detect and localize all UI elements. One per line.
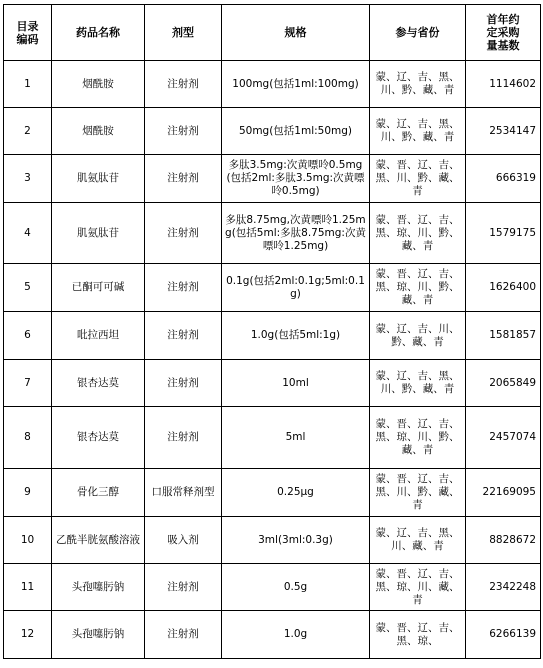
row-dosage-form: 注射剂 [145,61,222,108]
row-dosage-form: 吸入剂 [145,517,222,564]
row-quantity: 2065849 [466,360,541,407]
row-code: 11 [4,564,52,611]
row-dosage-form: 注射剂 [145,264,222,312]
row-dosage-form: 注射剂 [145,155,222,203]
row-code: 12 [4,611,52,659]
row-dosage-form: 注射剂 [145,203,222,264]
row-quantity: 1626400 [466,264,541,312]
row-drug-name: 头孢噻肟钠 [52,611,145,659]
row-drug-name: 银杏达莫 [52,360,145,407]
header-provinces: 参与省份 [370,5,466,61]
row-specification: 0.25μg [222,469,370,517]
row-code: 8 [4,407,52,469]
row-code: 7 [4,360,52,407]
table-row [4,564,541,611]
row-dosage-form: 注射剂 [145,108,222,155]
table-row [4,203,541,264]
header-drug-name: 药品名称 [52,5,145,61]
row-provinces: 蒙、晋、辽、吉、黑、琼、川、黔、藏、青 [370,407,466,469]
row-provinces: 蒙、辽、吉、川、黔、藏、青 [370,312,466,360]
row-drug-name: 乙酰半胱氨酸溶液 [52,517,145,564]
row-specification: 0.5g [222,564,370,611]
table-row [4,312,541,360]
row-drug-name: 已酮可可碱 [52,264,145,312]
row-provinces: 蒙、晋、辽、吉、黑、琼、 [370,611,466,659]
row-specification: 50mg(包括1ml:50mg) [222,108,370,155]
row-quantity: 22169095 [466,469,541,517]
row-quantity: 1114602 [466,61,541,108]
table-row [4,155,541,203]
header-row [4,5,541,61]
row-specification: 10ml [222,360,370,407]
row-quantity: 2342248 [466,564,541,611]
row-provinces: 蒙、辽、吉、黑、川、黔、藏、青 [370,108,466,155]
row-quantity: 2534147 [466,108,541,155]
table-row [4,360,541,407]
row-specification: 0.1g(包括2ml:0.1g;5ml:0.1g) [222,264,370,312]
row-specification: 多肽3.5mg:次黄嘌呤0.5mg(包括2ml:多肽3.5mg:次黄嘌呤0.5mg) [222,155,370,203]
row-dosage-form: 注射剂 [145,564,222,611]
header-specification: 规格 [222,5,370,61]
table-row [4,611,541,659]
row-specification: 100mg(包括1ml:100mg) [222,61,370,108]
row-quantity: 6266139 [466,611,541,659]
row-dosage-form: 口服常释剂型 [145,469,222,517]
row-code: 2 [4,108,52,155]
row-drug-name: 肌氨肽苷 [52,203,145,264]
table-row [4,264,541,312]
row-provinces: 蒙、晋、辽、吉、黑、川、黔、藏、青 [370,469,466,517]
row-provinces: 蒙、晋、辽、吉、黑、琼、川、黔、藏、青 [370,203,466,264]
row-quantity: 8828672 [466,517,541,564]
row-dosage-form: 注射剂 [145,407,222,469]
row-code: 6 [4,312,52,360]
row-drug-name: 肌氨肽苷 [52,155,145,203]
row-specification: 5ml [222,407,370,469]
row-quantity: 2457074 [466,407,541,469]
row-code: 9 [4,469,52,517]
table-row [4,108,541,155]
row-quantity: 1579175 [466,203,541,264]
row-provinces: 蒙、晋、辽、吉、黑、琼、川、黔、藏、青 [370,264,466,312]
header-quantity: 首年约 定采购 量基数 [466,5,541,61]
procurement-table [3,4,541,659]
row-specification: 多肽8.75mg,次黄嘌呤1.25mg(包括5ml:多肽8.75mg:次黄嘌呤1.25mg) [222,203,370,264]
row-code: 5 [4,264,52,312]
row-specification: 1.0g(包括5ml:1g) [222,312,370,360]
table-row [4,517,541,564]
row-code: 4 [4,203,52,264]
row-drug-name: 烟酰胺 [52,61,145,108]
row-provinces: 蒙、辽、吉、黑、川、黔、藏、青 [370,61,466,108]
table-row [4,61,541,108]
row-quantity: 666319 [466,155,541,203]
row-dosage-form: 注射剂 [145,360,222,407]
row-provinces: 蒙、辽、吉、黑、川、藏、青 [370,517,466,564]
row-drug-name: 头孢噻肟钠 [52,564,145,611]
row-provinces: 蒙、晋、辽、吉、黑、川、黔、藏、青 [370,155,466,203]
row-quantity: 1581857 [466,312,541,360]
row-code: 10 [4,517,52,564]
row-dosage-form: 注射剂 [145,312,222,360]
row-drug-name: 吡拉西坦 [52,312,145,360]
header-code: 目录 编码 [4,5,52,61]
row-code: 3 [4,155,52,203]
row-specification: 3ml(3ml:0.3g) [222,517,370,564]
row-dosage-form: 注射剂 [145,611,222,659]
row-drug-name: 银杏达莫 [52,407,145,469]
row-provinces: 蒙、辽、吉、黑、川、黔、藏、青 [370,360,466,407]
row-drug-name: 骨化三醇 [52,469,145,517]
table-row [4,469,541,517]
row-specification: 1.0g [222,611,370,659]
row-drug-name: 烟酰胺 [52,108,145,155]
table-row [4,407,541,469]
row-code: 1 [4,61,52,108]
header-dosage-form: 剂型 [145,5,222,61]
row-provinces: 蒙、晋、辽、吉、黑、琼、川、藏、青 [370,564,466,611]
